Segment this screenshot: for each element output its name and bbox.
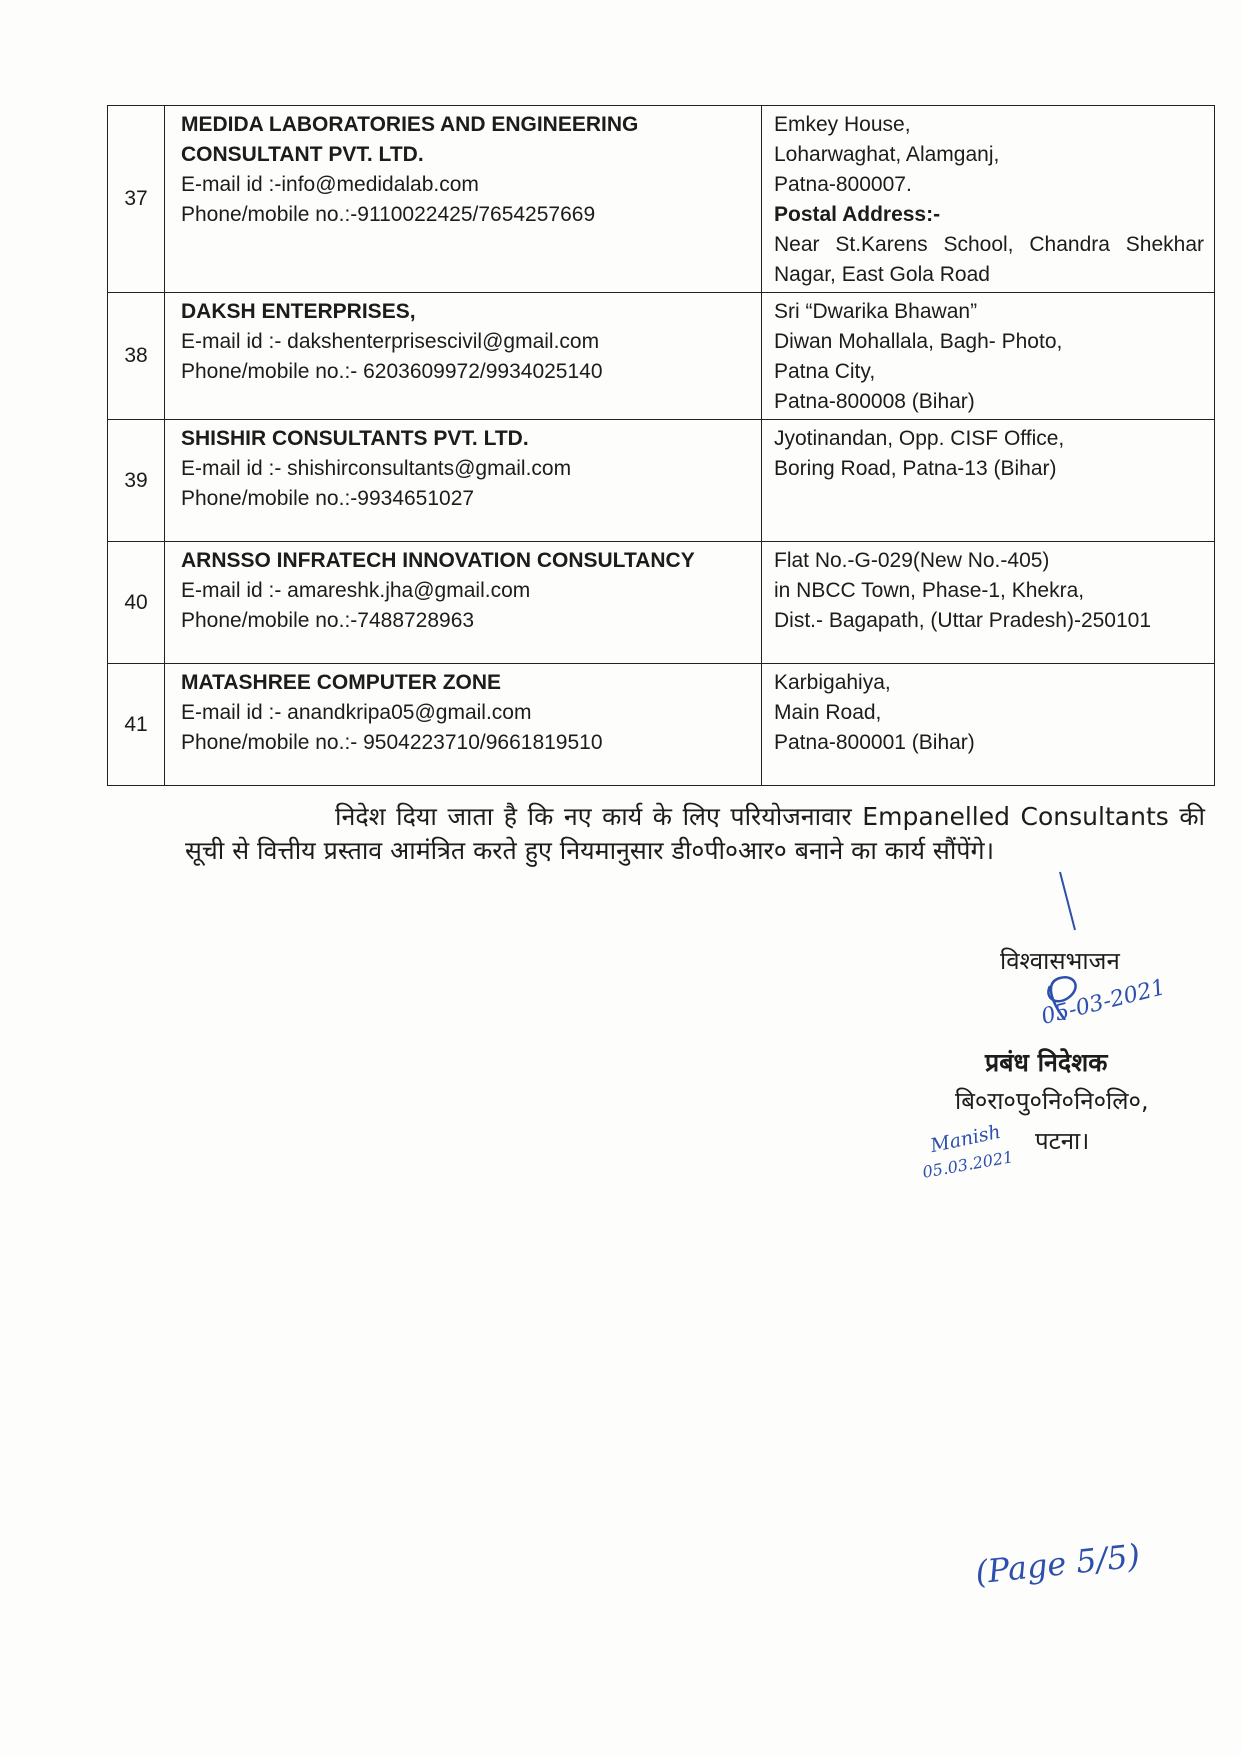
firm-phone: Phone/mobile no.:-9934651027 bbox=[181, 487, 475, 510]
firm-address bbox=[762, 293, 1215, 420]
firm-name: ARNSSO INFRATECH INNOVATION CONSULTANCY bbox=[181, 549, 695, 572]
address-line: Near St.Karens School, Chandra Shekhar bbox=[774, 233, 1204, 256]
firm-email: E-mail id :- shishirconsultants@gmail.com bbox=[181, 457, 572, 480]
serial-number: 37 bbox=[108, 106, 165, 293]
firm-email: E-mail id :- dakshenterprisescivil@gmail.com bbox=[181, 330, 600, 353]
firm-email: E-mail id :- amareshk.jha@gmail.com bbox=[181, 579, 531, 602]
address-line: Dist.- Bagapath, (Uttar Pradesh)-250101 bbox=[774, 609, 1152, 632]
address-line: Patna-800001 (Bihar) bbox=[774, 731, 975, 754]
address-line: Diwan Mohallala, Bagh- Photo, bbox=[774, 330, 1063, 353]
address-line: Sri “Dwarika Bhawan” bbox=[774, 300, 978, 323]
firm-address bbox=[762, 542, 1215, 664]
address-line: Main Road, bbox=[774, 701, 882, 724]
initial-name: Manish bbox=[928, 1120, 1003, 1158]
address-line: Flat No.-G-029(New No.-405) bbox=[774, 549, 1050, 572]
serial-number: 41 bbox=[108, 664, 165, 786]
table-row bbox=[108, 293, 1215, 420]
address-line: Loharwaghat, Alamganj, bbox=[774, 143, 1000, 166]
firm-address bbox=[762, 664, 1215, 786]
address-line: Jyotinandan, Opp. CISF Office, bbox=[774, 427, 1065, 450]
firm-name: MEDIDA LABORATORIES AND ENGINEERING bbox=[181, 113, 639, 136]
firm-name: SHISHIR CONSULTANTS PVT. LTD. bbox=[181, 427, 529, 450]
address-line: Patna City, bbox=[774, 360, 876, 383]
page-number-note: (Page 5/5) bbox=[973, 1536, 1142, 1592]
firm-details bbox=[165, 664, 762, 786]
postal-address-label: Postal Address:- bbox=[774, 203, 941, 226]
firm-name: CONSULTANT PVT. LTD. bbox=[181, 143, 424, 166]
firm-address bbox=[762, 106, 1215, 293]
address-line: Patna-800007. bbox=[774, 173, 912, 196]
serial-number: 40 bbox=[108, 542, 165, 664]
firm-address bbox=[762, 420, 1215, 542]
table-row bbox=[108, 542, 1215, 664]
address-line: Karbigahiya, bbox=[774, 671, 891, 694]
table-row bbox=[108, 106, 1215, 293]
firm-phone: Phone/mobile no.:- 6203609972/9934025140 bbox=[181, 360, 603, 383]
address-line: in NBCC Town, Phase-1, Khekra, bbox=[774, 579, 1085, 602]
serial-number: 38 bbox=[108, 293, 165, 420]
firm-phone: Phone/mobile no.:- 9504223710/9661819510 bbox=[181, 731, 603, 754]
firm-phone: Phone/mobile no.:-9110022425/7654257669 bbox=[181, 203, 596, 226]
firm-details bbox=[165, 420, 762, 542]
address-line: Patna-800008 (Bihar) bbox=[774, 390, 975, 413]
directive-paragraph: निदेश दिया जाता है कि नए कार्य के लिए परियोजनावार Empanelled Consultants की सूची से वित्तीय प्रस्ताव आमंत्रित करते हुए नियमानुसार डी०पी०आर० बनाने का कार्य सौंपेंगे। bbox=[185, 802, 1205, 865]
signature-date: 05-03-2021 bbox=[1038, 975, 1168, 1030]
address-line: Nagar, East Gola Road bbox=[774, 263, 990, 286]
firm-email: E-mail id :- anandkripa05@gmail.com bbox=[181, 701, 532, 724]
firm-email: E-mail id :-info@medidalab.com bbox=[181, 173, 479, 196]
office-name: बि०रा०पु०नि०नि०लि०, bbox=[955, 1087, 1149, 1115]
address-line: Boring Road, Patna-13 (Bihar) bbox=[774, 457, 1057, 480]
table-row bbox=[108, 664, 1215, 786]
closing-yours-faithfully: विश्वासभाजन bbox=[1000, 947, 1120, 975]
table-row bbox=[108, 420, 1215, 542]
firm-name: MATASHREE COMPUTER ZONE bbox=[181, 671, 502, 694]
firm-details bbox=[165, 542, 762, 664]
firm-details bbox=[165, 293, 762, 420]
consultant-table bbox=[107, 105, 1215, 786]
firm-details bbox=[165, 106, 762, 293]
office-city: पटना। bbox=[1035, 1127, 1090, 1155]
firm-phone: Phone/mobile no.:-7488728963 bbox=[181, 609, 475, 632]
initial-date: 05.03.2021 bbox=[921, 1147, 1015, 1182]
designation: प्रबंध निदेशक bbox=[985, 1048, 1108, 1077]
firm-name: DAKSH ENTERPRISES, bbox=[181, 300, 416, 323]
address-line: Emkey House, bbox=[774, 113, 911, 136]
serial-number: 39 bbox=[108, 420, 165, 542]
